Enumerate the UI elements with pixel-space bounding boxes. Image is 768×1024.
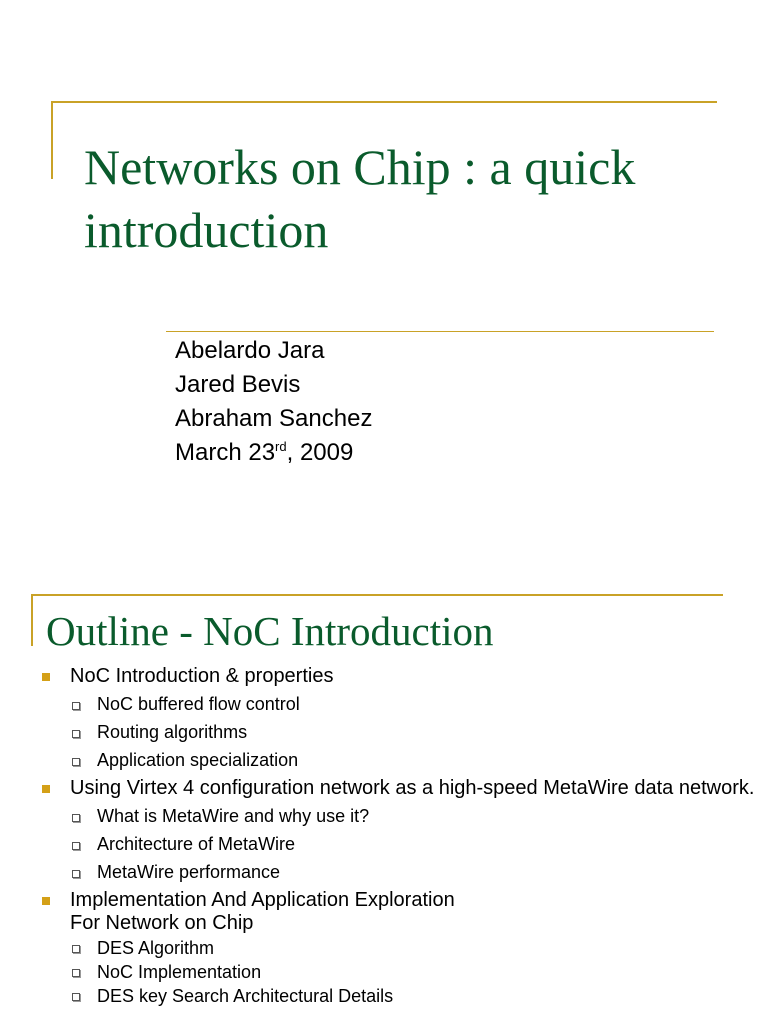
gold-top-rule xyxy=(51,101,717,103)
sub-list-item xyxy=(0,936,768,960)
list-item-continuation xyxy=(0,913,768,933)
list-item-label: NoC Implementation xyxy=(97,962,262,982)
date-suffix: , 2009 xyxy=(286,439,354,466)
date-ordinal: rd xyxy=(275,439,287,454)
list-item-label: Architecture of MetaWire xyxy=(97,834,296,854)
list-item-label: For Network on Chip xyxy=(70,912,254,934)
hollow-square-bullet-icon xyxy=(72,758,80,766)
hollow-square-bullet-icon xyxy=(72,969,80,977)
list-item-label: Implementation And Application Exploration xyxy=(70,889,455,911)
square-bullet-icon xyxy=(42,897,50,905)
gold-left-rule xyxy=(31,594,33,646)
list-item-label: DES key Search Architectural Details xyxy=(97,986,394,1006)
author-name: Jared Bevis xyxy=(175,371,301,398)
date-prefix: March 23 xyxy=(175,439,276,466)
sub-list-item xyxy=(0,804,768,829)
list-item xyxy=(0,664,768,689)
list-item-label: NoC Introduction & properties xyxy=(70,665,334,687)
square-bullet-icon xyxy=(42,785,50,793)
outline-list xyxy=(0,664,768,1008)
presentation-date xyxy=(175,436,695,470)
square-bullet-icon xyxy=(42,673,50,681)
author-name: Abelardo Jara xyxy=(175,337,325,364)
list-item-label: MetaWire performance xyxy=(97,862,281,882)
author-block xyxy=(175,334,695,470)
sub-list-item xyxy=(0,748,768,773)
list-item xyxy=(0,776,768,801)
sub-list-item xyxy=(0,984,768,1008)
list-item-label: NoC buffered flow control xyxy=(97,694,300,714)
hollow-square-bullet-icon xyxy=(72,814,80,822)
slide-title-heading: Networks on Chip : a quick introduction xyxy=(84,139,636,258)
gold-left-rule xyxy=(51,101,53,179)
sub-list-item xyxy=(0,860,768,885)
outline-title: Outline - NoC Introduction xyxy=(46,608,494,654)
hollow-square-bullet-icon xyxy=(72,702,80,710)
hollow-square-bullet-icon xyxy=(72,870,80,878)
list-item-label: DES Algorithm xyxy=(97,938,215,958)
hollow-square-bullet-icon xyxy=(72,730,80,738)
list-item xyxy=(0,888,768,913)
sub-list-item xyxy=(0,960,768,984)
gold-subtitle-rule xyxy=(166,331,714,332)
slide-outline xyxy=(0,560,768,1024)
hollow-square-bullet-icon xyxy=(72,945,80,953)
sub-list-item xyxy=(0,692,768,717)
sub-list-item xyxy=(0,720,768,745)
hollow-square-bullet-icon xyxy=(72,993,80,1001)
list-item-label: What is MetaWire and why use it? xyxy=(97,806,370,826)
list-item-label: Using Virtex 4 configuration network as a high-speed MetaWire data network. xyxy=(70,777,755,799)
author-name: Abraham Sanchez xyxy=(175,405,373,432)
hollow-square-bullet-icon xyxy=(72,842,80,850)
list-item-label: Routing algorithms xyxy=(97,722,248,742)
sub-list-item xyxy=(0,832,768,857)
list-item-label: Application specialization xyxy=(97,750,299,770)
gold-top-rule xyxy=(31,594,723,596)
